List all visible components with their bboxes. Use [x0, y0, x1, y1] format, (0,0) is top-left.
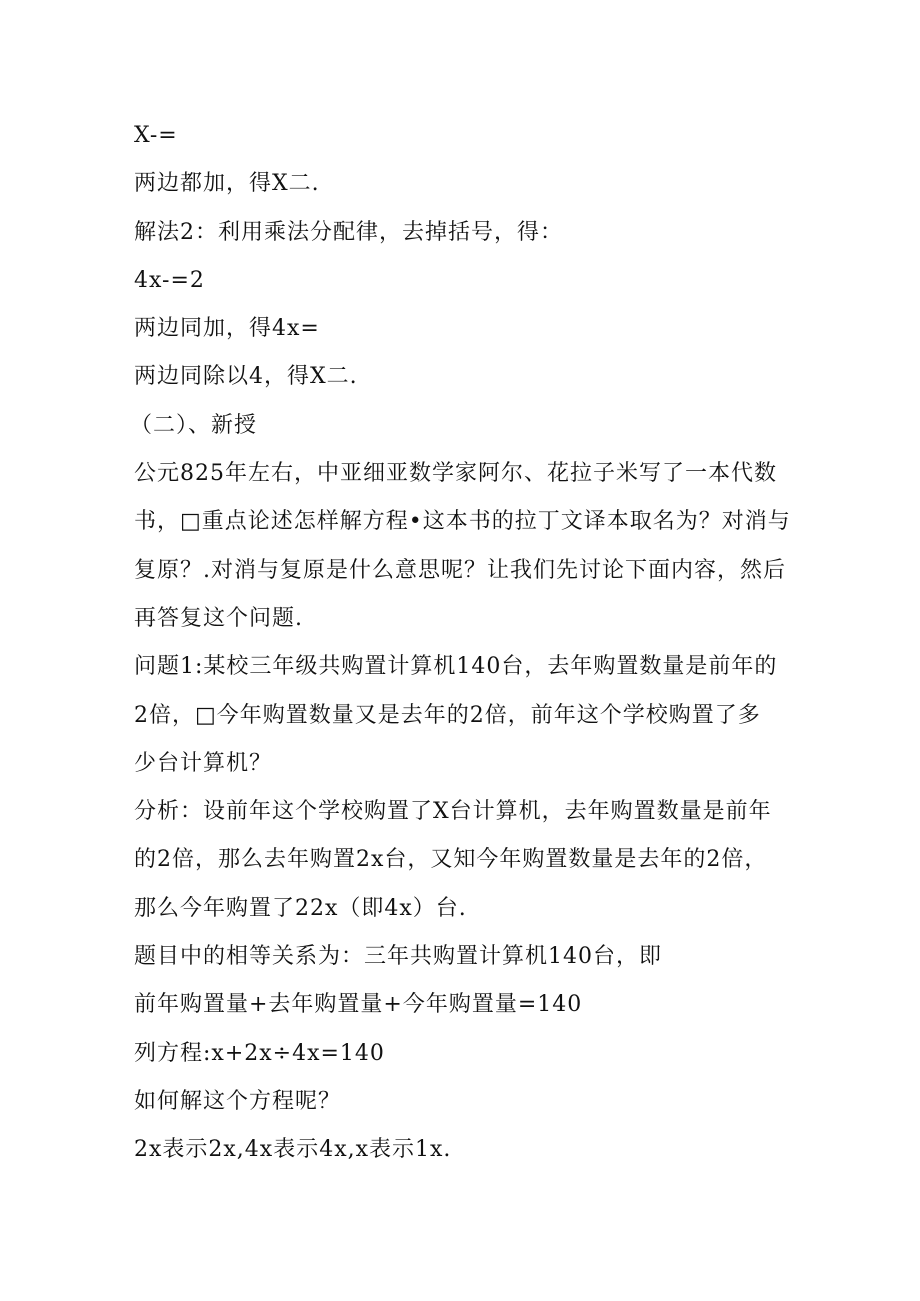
- text-line: 解法2：利用乘法分配律，去掉括号，得：: [134, 219, 563, 245]
- text-line: 如何解这个方程呢？: [134, 1088, 342, 1114]
- text-line: 两边同加，得4x=: [134, 316, 320, 342]
- text-line: X-=: [134, 123, 178, 148]
- text-line: 前年购置量+去年购置量+今年购置量=140: [134, 992, 583, 1018]
- text-line: 书，□重点论述怎样解方程•这本书的拉丁文译本取名为？对消与: [134, 509, 791, 535]
- text-line: 分析：设前年这个学校购置了X台计算机，去年购置数量是前年: [134, 799, 772, 825]
- text-line: 4x-=2: [134, 267, 205, 293]
- text-line: 列方程:x+2x÷4x=140: [134, 1040, 385, 1066]
- text-line: 公元825年左右，中亚细亚数学家阿尔、花拉子米写了一本代数: [134, 461, 777, 487]
- document-body: [130, 112, 814, 1175]
- text-line: 两边同除以4，得X二.: [134, 364, 358, 390]
- text-line: 复原？.对消与复原是什么意思呢？让我们先讨论下面内容，然后: [134, 557, 786, 583]
- text-line: 2x表示2x,4x表示4x,x表示1x.: [134, 1137, 452, 1163]
- text-line: 问题1:某校三年级共购置计算机140台，去年购置数量是前年的: [134, 654, 778, 680]
- text-line: 2倍，□今年购置数量又是去年的2倍，前年这个学校购置了多: [134, 702, 761, 728]
- text-line: 的2倍，那么去年购置2x台，又知今年购置数量是去年的2倍，: [134, 847, 768, 873]
- text-line: 那么今年购置了22x（即4x）台.: [134, 895, 467, 921]
- text-line: 少台计算机？: [134, 750, 273, 776]
- text-line: 题目中的相等关系为：三年共购置计算机140台，即: [134, 944, 662, 970]
- section-heading: （二）、新授: [130, 412, 258, 438]
- text-line: 再答复这个问题.: [134, 605, 303, 631]
- text-line: 两边都加，得X二.: [134, 171, 320, 197]
